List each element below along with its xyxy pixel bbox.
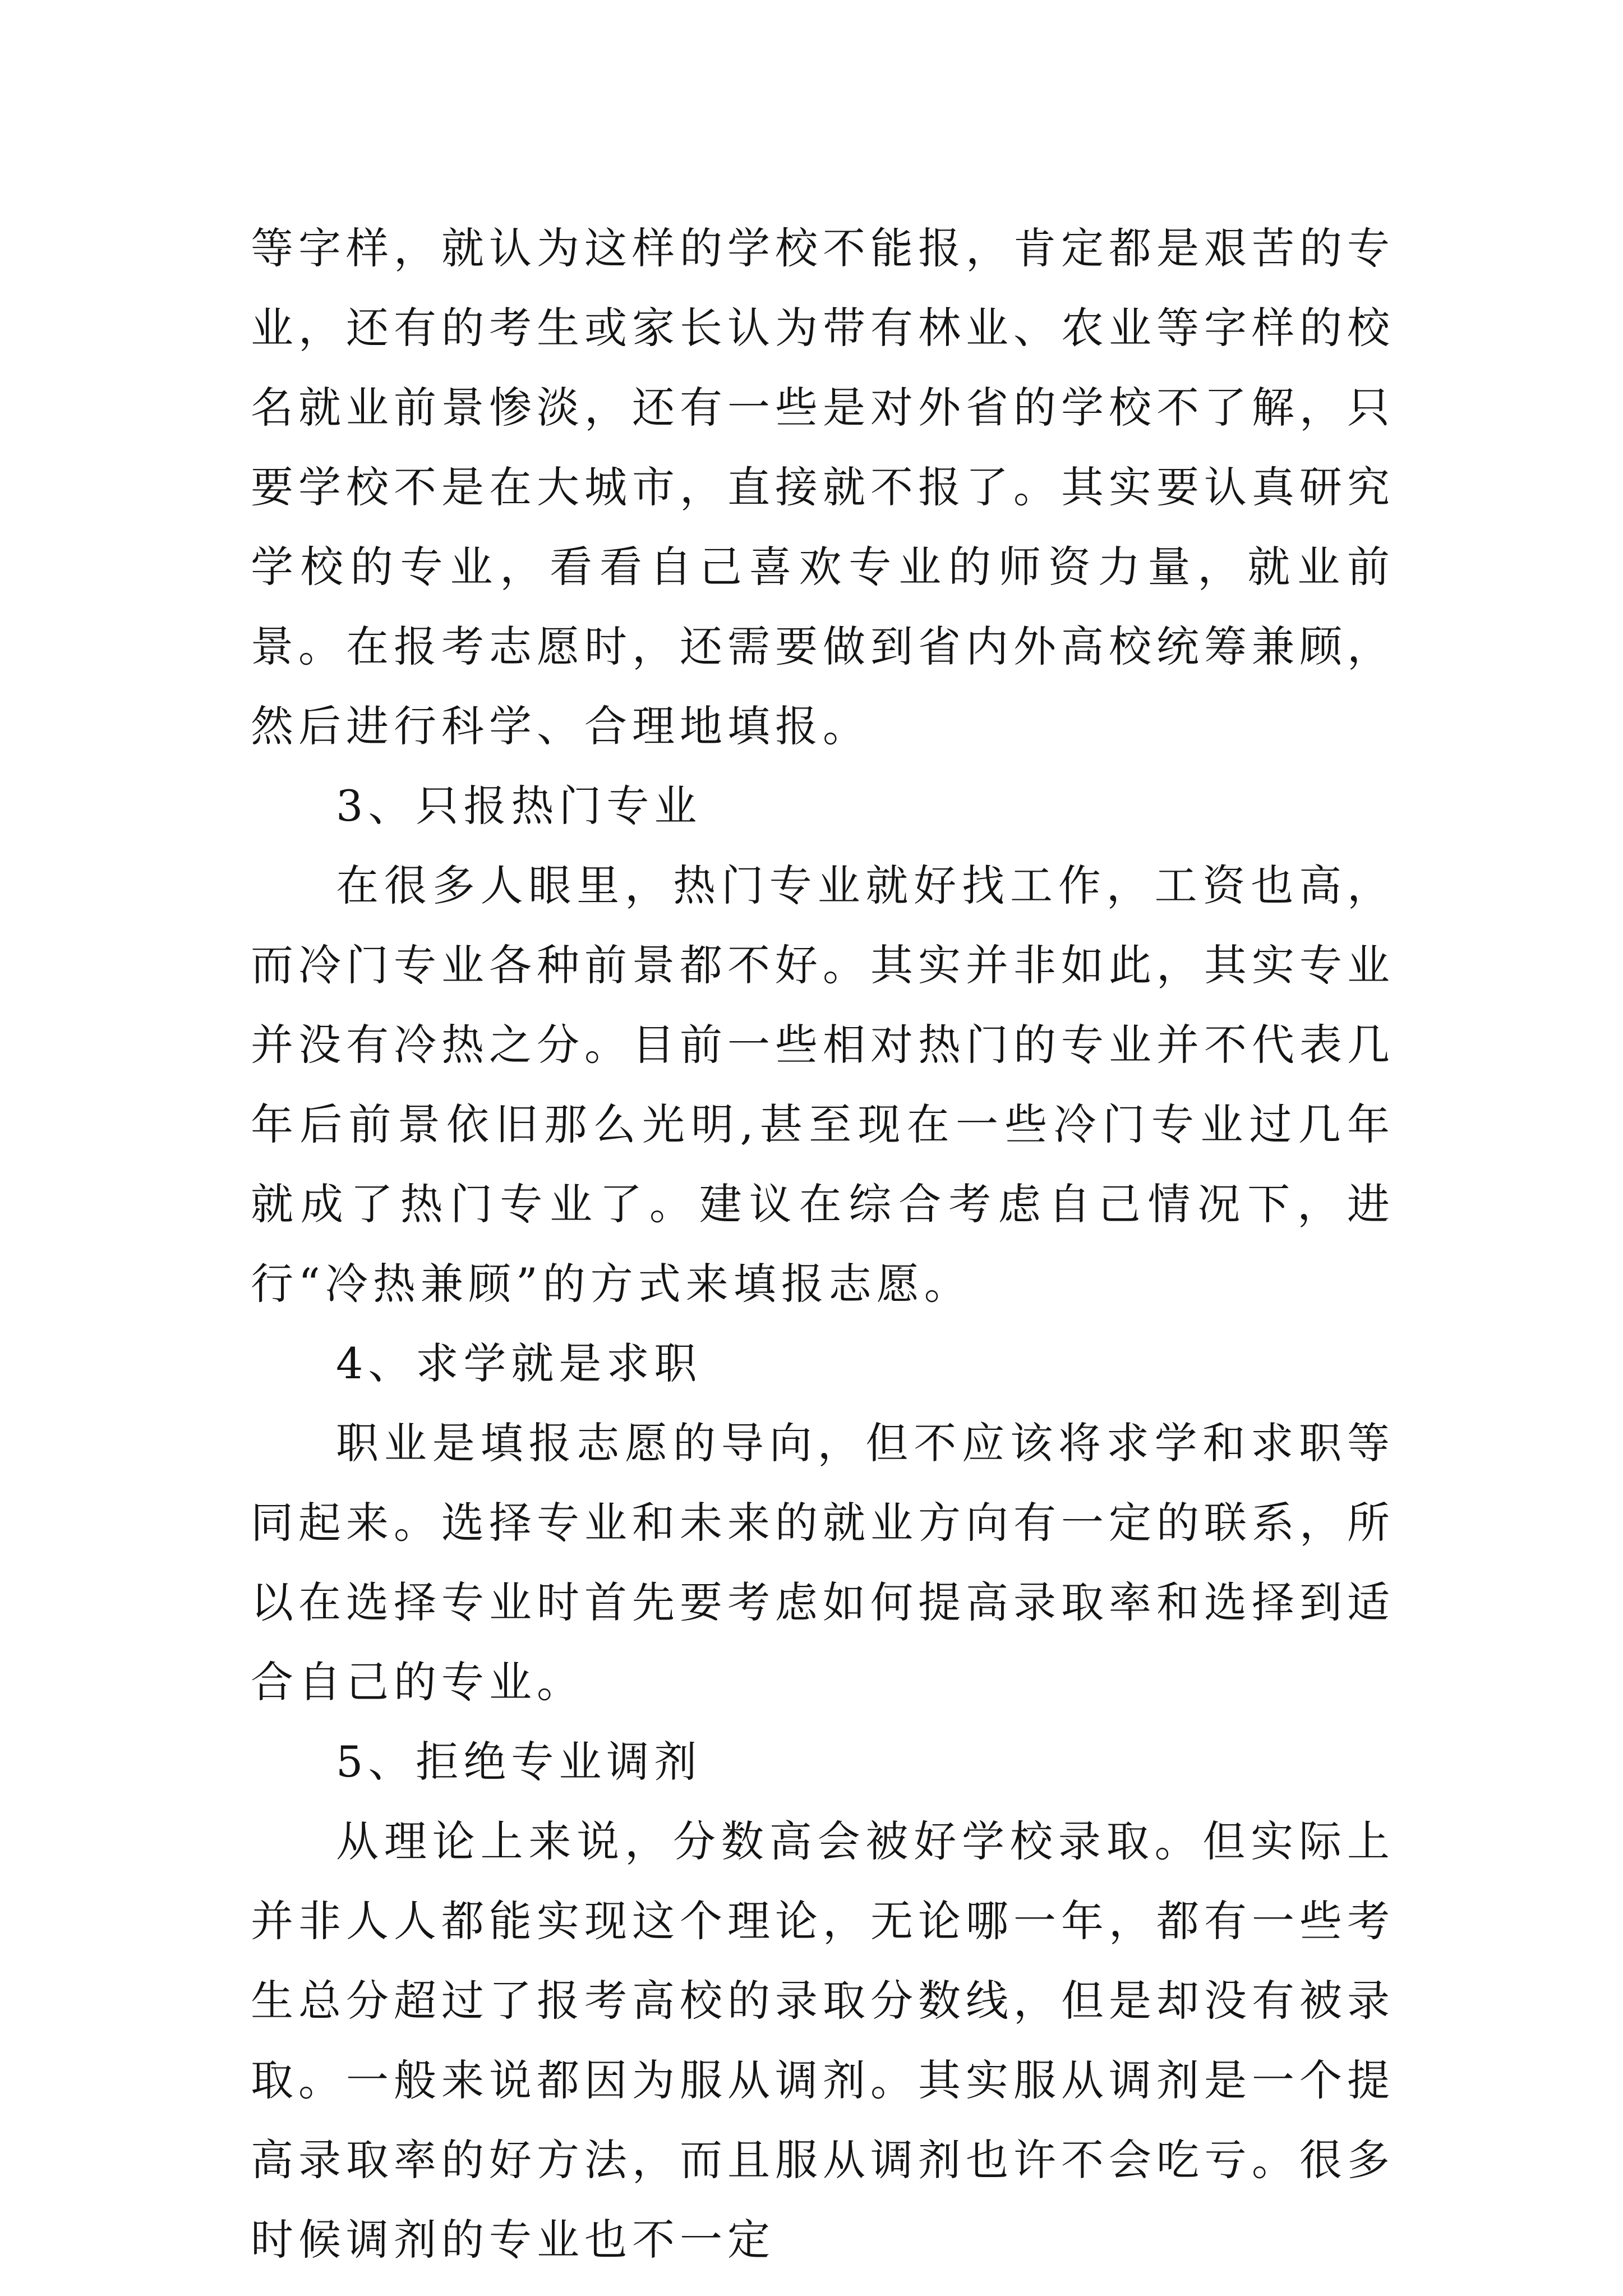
heading-study-equals-job: 4、求学就是求职 <box>336 1338 702 1388</box>
document-body <box>251 209 1395 2280</box>
paragraph-study-equals-job: 职业是填报志愿的导向，但不应该将求学和求职等同起来。选择专业和未来的就业方向有一定的联系，所以在选择专业时首先要考虑如何提高录取率和选择到适合自己的专业。 <box>251 1418 1395 1707</box>
heading-refuse-adjustment: 5、拒绝专业调剂 <box>336 1737 702 1787</box>
paragraph-school-name-misconception: 等字样，就认为这样的学校不能报，肯定都是艰苦的专业，还有的考生或家长认为带有林业、农业等字样的校名就业前景惨淡，还有一些是对外省的学校不了解，只要学校不是在大城市，直接就不报了。其实要认真研究学校的专业，看看自己喜欢专业的师资力量，就业前景。在报考志愿时，还需要做到省内外高校统筹兼顾，然后进行科学、合理地填报。 <box>251 223 1395 751</box>
heading-popular-majors-only: 3、只报热门专业 <box>336 781 702 831</box>
paragraph-popular-majors: 在很多人眼里，热门专业就好找工作，工资也高，而冷门专业各种前景都不好。其实并非如此，其实专业并没有冷热之分。目前一些相对热门的专业并不代表几年后前景依旧那么光明,甚至现在一些冷门专业过几年就成了热门专业了。建议在综合考虑自己情况下，进行“冷热兼顾”的方式来填报志愿。 <box>251 861 1395 1309</box>
paragraph-refuse-adjustment: 从理论上来说，分数高会被好学校录取。但实际上并非人人都能实现这个理论，无论哪一年，都有一些考生总分超过了报考高校的录取分数线，但是却没有被录取。一般来说都因为服从调剂。其实服从调剂是一个提高录取率的好方法，而且服从调剂也许不会吃亏。很多时候调剂的专业也不一定 <box>251 1816 1395 2265</box>
